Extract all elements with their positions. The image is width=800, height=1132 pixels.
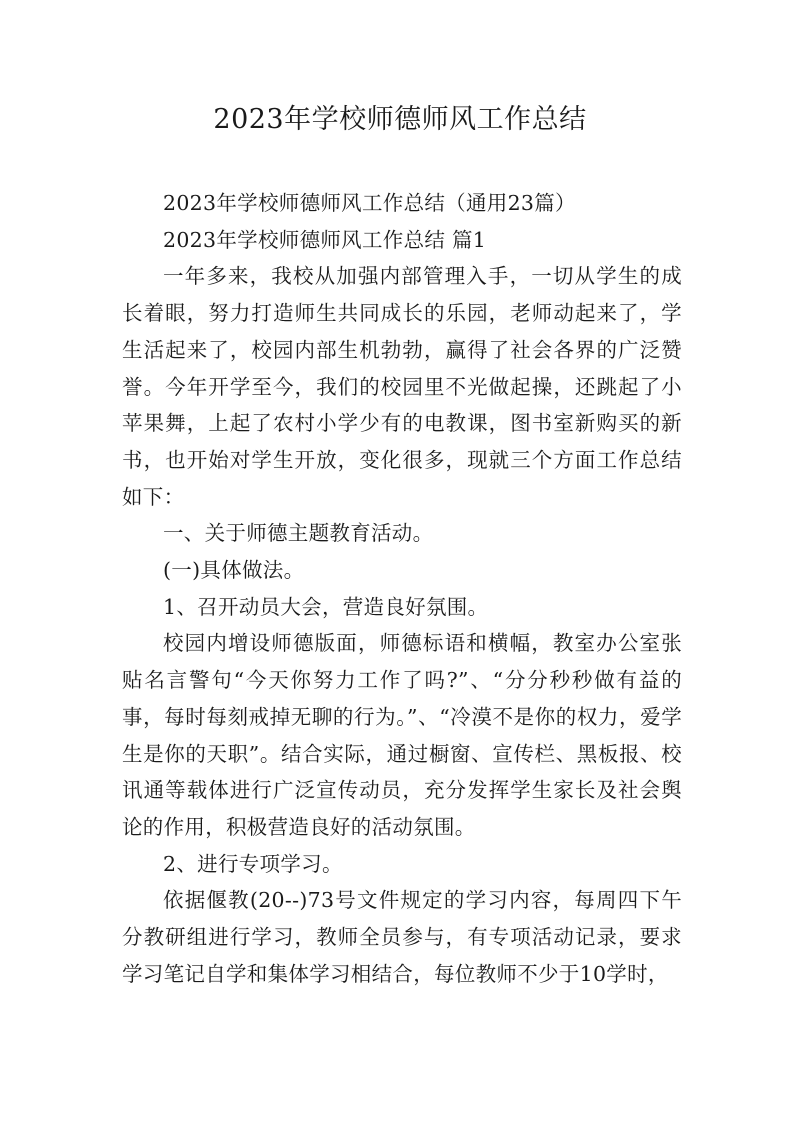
document-title: 2023年学校师德师风工作总结 [213,104,587,135]
section-heading: 2023年学校师德师风工作总结 篇1 [163,227,487,252]
document-body [122,185,682,992]
subsection-heading: (一)具体做法。 [163,558,305,583]
body-paragraph: 一年多来，我校从加强内部管理入手，一切从学生的成长着眼，努力打造师生共同成长的乐园，老师动起来了，学生活起来了，校园内部生机勃勃，赢得了社会各界的广泛赞誉。今年开学至今，我们的校园里不光做起操，还跳起了小苹果舞，上起了农村小学少有的电教课，图书室新购买的新书，也开始对学生开放，变化很多，现就三个方面工作总结如下： [122,264,682,509]
item-heading: 1、召开动员大会，营造良好氛围。 [163,594,489,619]
item-heading: 2、进行专项学习。 [163,851,343,876]
body-paragraph: 校园内增设师德版面，师德标语和横幅，教室办公室张贴名言警句“今天你努力工作了吗?”、“分分秒秒做有益的事，每时每刻戒掉无聊的行为。”、“冷漠不是你的权力，爱学生是你的天职”。结合实际，通过橱窗、宣传栏、黑板报、校讯通等载体进行广泛宣传动员，充分发挥学生家长及社会舆论的作用，积极营造良好的活动氛围。 [122,631,682,839]
document-subtitle: 2023年学校师德师风工作总结（通用23篇） [163,191,576,215]
body-paragraph: 依据偃教(20--)73号文件规定的学习内容，每周四下午分教研组进行学习，教师全员参与，有专项活动记录，要求学习笔记自学和集体学习相结合，每位教师不少于10学时， [122,888,682,986]
section-heading: 一、关于师德主题教育活动。 [163,521,434,546]
